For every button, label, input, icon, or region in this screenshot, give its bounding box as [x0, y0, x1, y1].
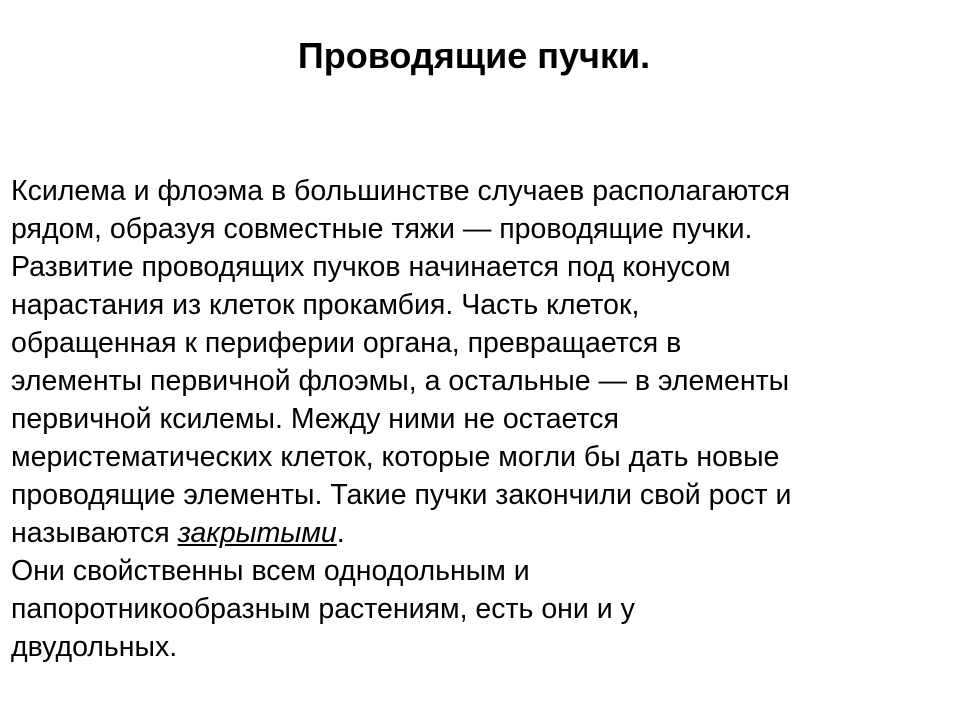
text-line-prefix: называются	[11, 517, 178, 549]
paragraph-2	[11, 552, 931, 666]
text-line: проводящие элементы. Такие пучки закончили свой рост и	[11, 479, 792, 511]
text-line: первичной ксилемы. Между ними не остается	[11, 403, 619, 435]
text-line: элементы первичной флоэмы, а остальные — в элементы	[11, 365, 790, 397]
slide-body	[11, 172, 931, 666]
text-line: Они свойственны всем однодольным и	[11, 555, 530, 587]
text-line: обращенная к периферии органа, превращается в	[11, 327, 682, 359]
text-line-suffix: .	[336, 517, 345, 549]
text-line: папоротникообразным растениям, есть они и у	[11, 593, 635, 625]
slide-title: Проводящие пучки.	[297, 35, 651, 76]
text-line: нарастания из клеток прокамбия. Часть клеток,	[11, 289, 640, 321]
text-line: меристематических клеток, которые могли бы дать новые	[11, 441, 780, 473]
text-line: рядом, образуя совместные тяжи — проводящие пучки.	[11, 213, 753, 245]
text-line: Развитие проводящих пучков начинается под конусом	[11, 251, 731, 283]
text-line: Ксилема и флоэма в большинстве случаев располагаются	[11, 175, 791, 207]
paragraph-1	[11, 172, 931, 552]
key-term: закрытыми	[177, 517, 337, 549]
text-line-with-term	[11, 514, 931, 552]
text-line: двудольных.	[11, 631, 178, 663]
